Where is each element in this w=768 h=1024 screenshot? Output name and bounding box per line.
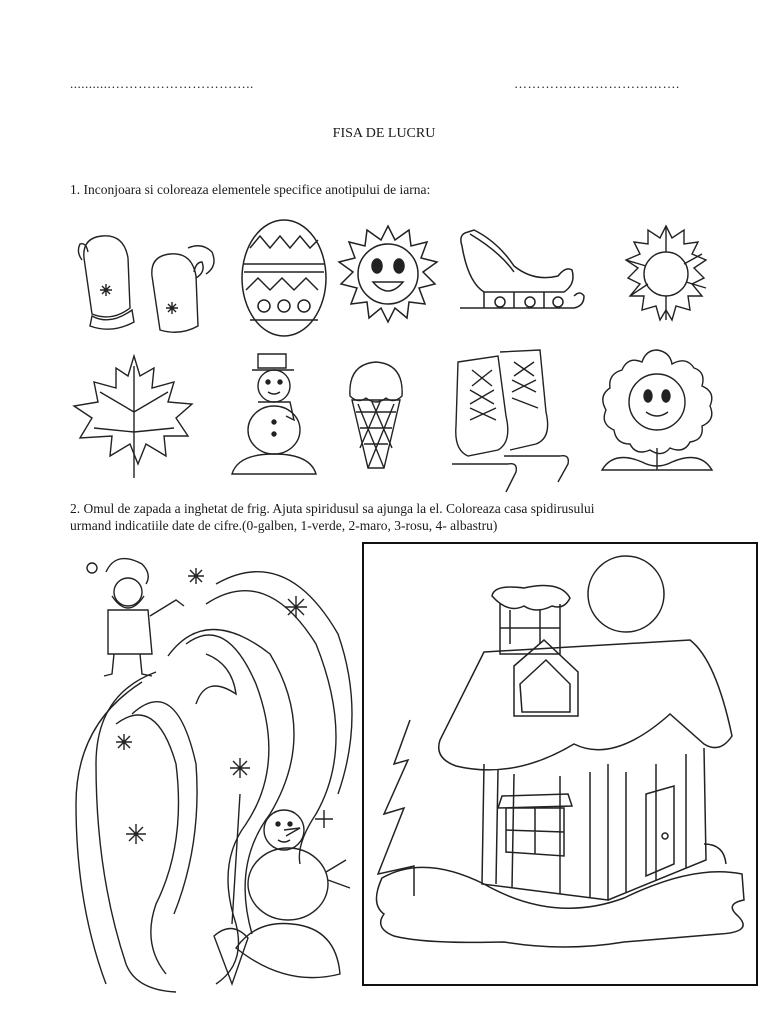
- snowflake-icon[interactable]: [604, 220, 728, 332]
- maze-picture[interactable]: [56, 544, 356, 996]
- task2-instruction: [70, 500, 710, 534]
- ice-skates-icon[interactable]: [448, 346, 572, 498]
- sleigh-icon[interactable]: [454, 222, 588, 322]
- sun-icon[interactable]: [335, 222, 441, 328]
- page-title: FISA DE LUCRU: [332, 126, 436, 141]
- snowman-goal-icon: [214, 794, 350, 984]
- task2-line-1: 2. Omul de zapada a inghetat de frig. Ajuta spiridusul sa ajunga la el. Coloreaza casa spidirusului: [70, 501, 595, 516]
- snowman-icon[interactable]: [228, 350, 320, 482]
- house-picture[interactable]: [362, 542, 758, 986]
- easter-egg-icon[interactable]: [238, 214, 330, 340]
- ice-cream-icon[interactable]: [344, 356, 408, 472]
- elf-icon: [87, 559, 184, 676]
- task1-instruction: 1. Inconjoara si coloreaza elementele specifice anotipului de iarna:: [70, 182, 431, 197]
- task2-line-2: urmand indicatiile date de cifre.(0-galben, 1-verde, 2-maro, 3-rosu, 4- albastru): [70, 518, 498, 533]
- name-line: ...........…………………………..: [70, 76, 254, 91]
- flower-icon[interactable]: [594, 346, 720, 480]
- maple-leaf-icon[interactable]: [70, 352, 198, 482]
- mittens-icon[interactable]: [72, 218, 222, 336]
- moon-icon: [588, 556, 664, 632]
- date-line: ……………………………….: [514, 76, 680, 91]
